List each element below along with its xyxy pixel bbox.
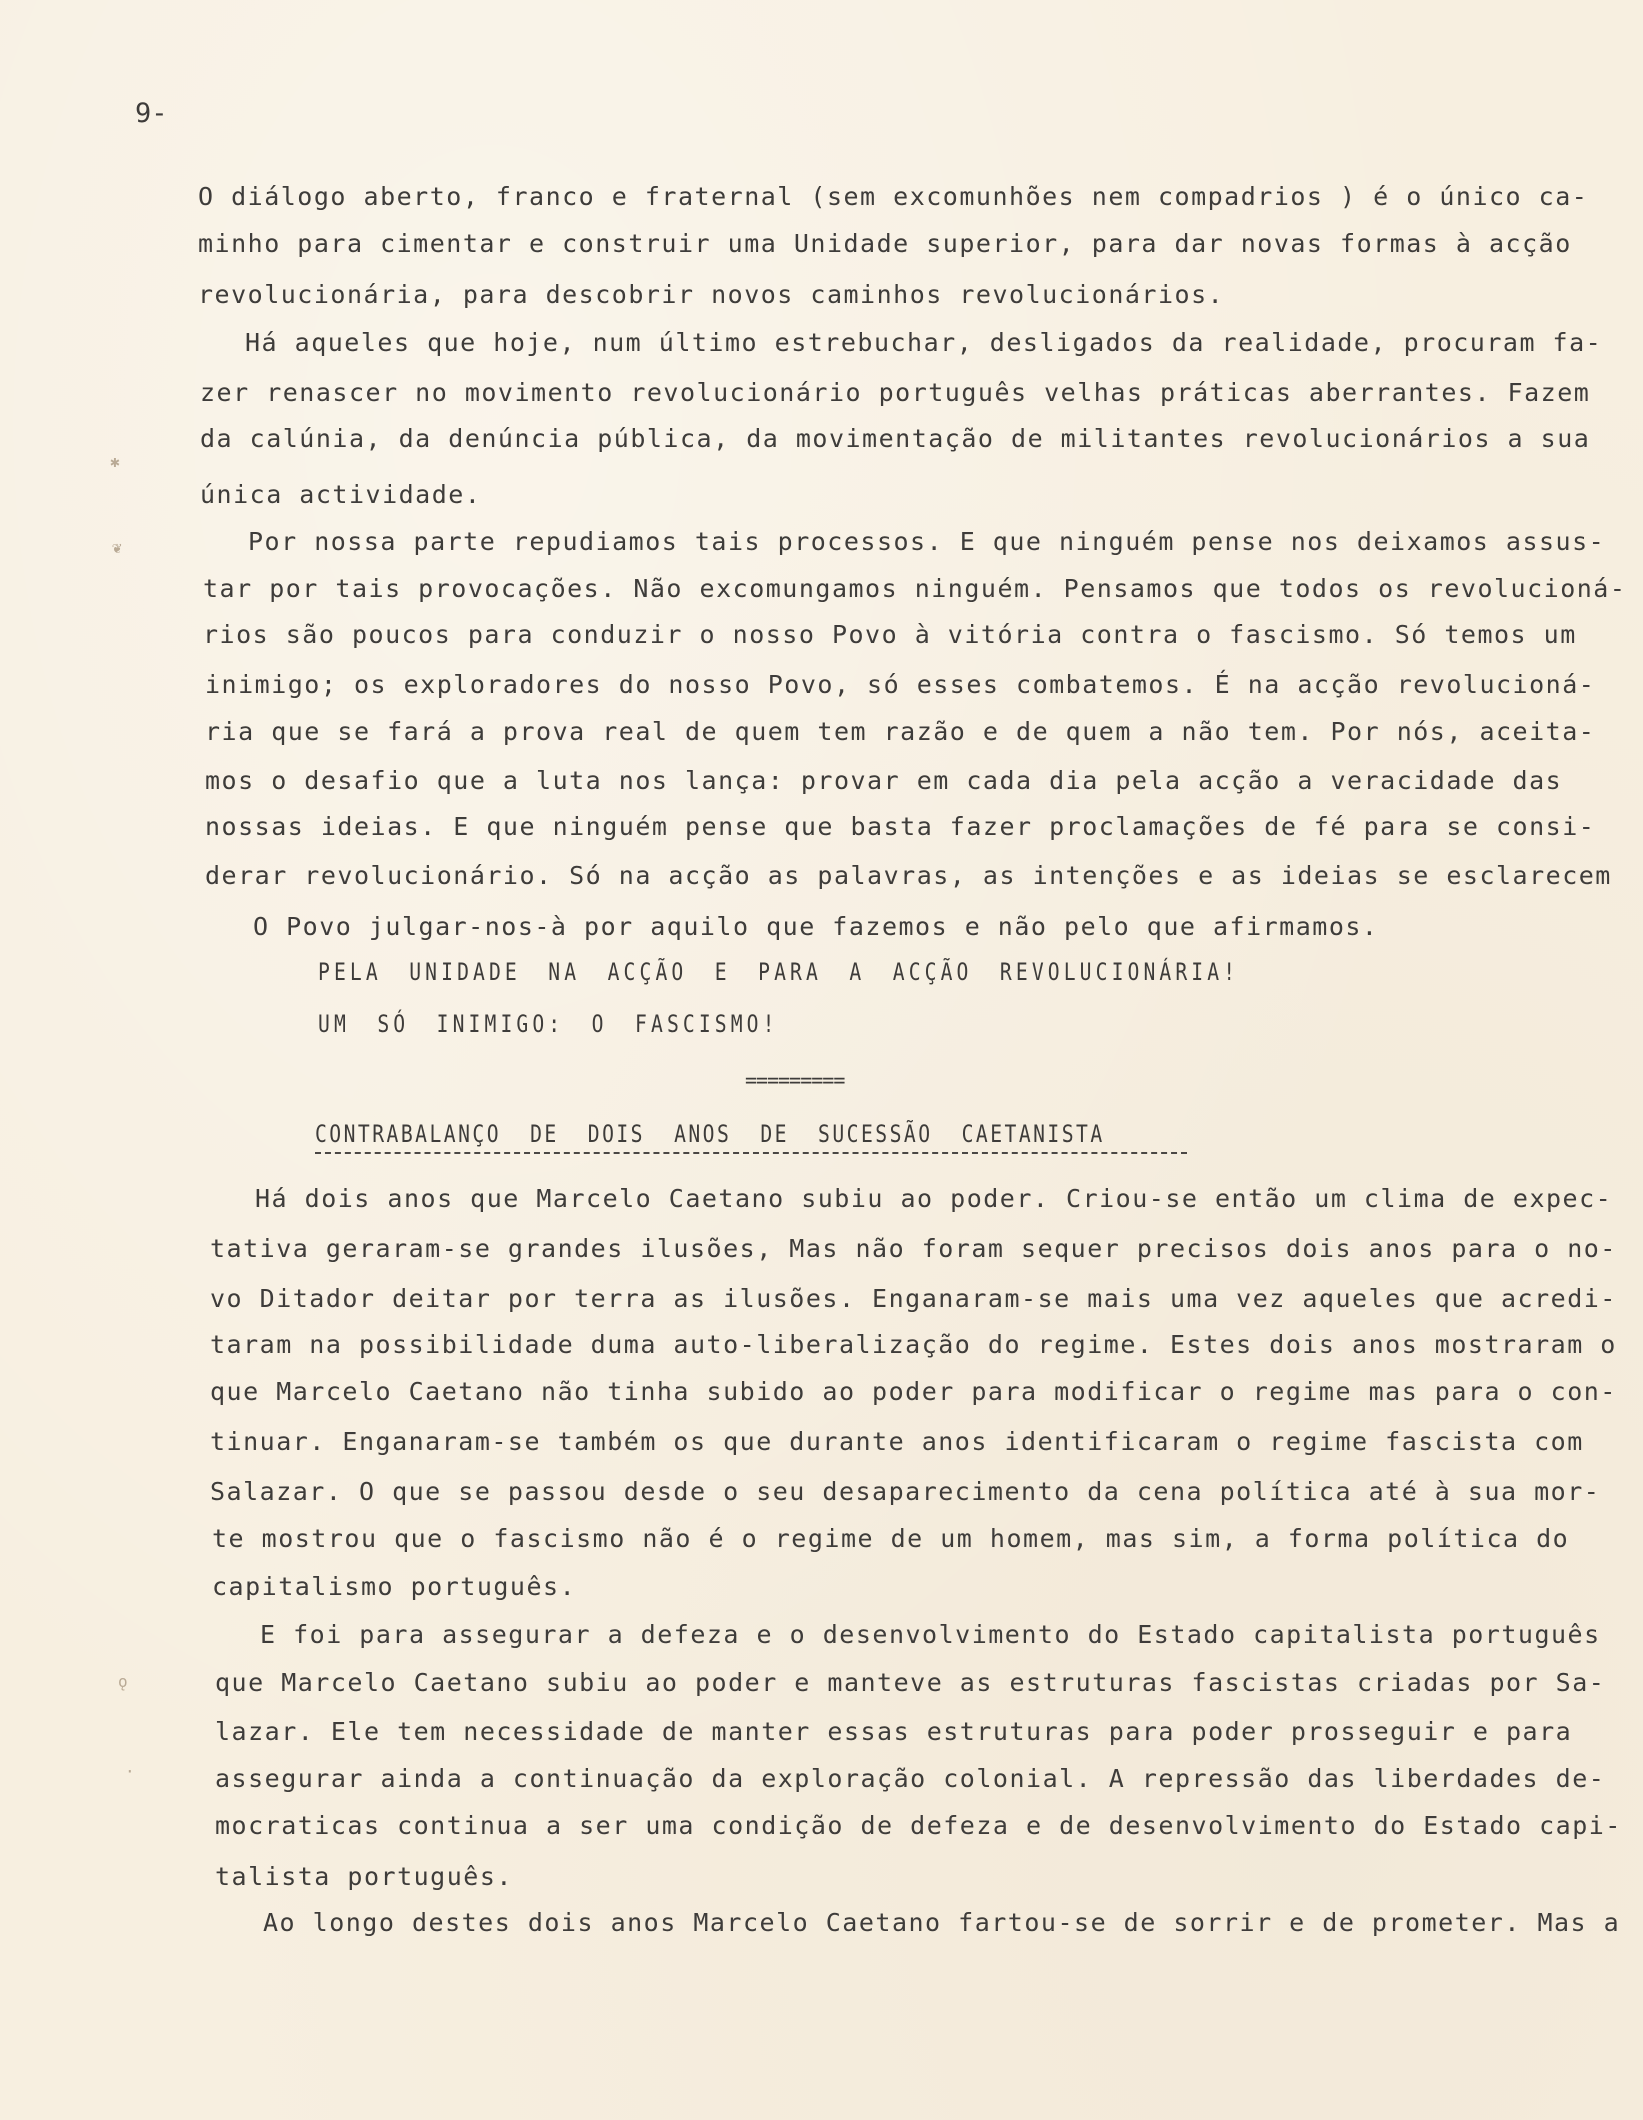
paragraph-2-line-4: única actividade. bbox=[200, 480, 482, 509]
paragraph-4-line-2: tativa geraram-se grandes ilusões, Mas não foram sequer precisos dois anos para o no- bbox=[210, 1234, 1617, 1263]
paragraph-4-line-6: tinuar. Enganaram-se também os que durante anos identificaram o regime fascista com bbox=[210, 1427, 1584, 1456]
paragraph-5-line-3: lazar. Ele tem necessidade de manter essas estruturas para poder prosseguir e para bbox=[215, 1717, 1573, 1746]
paragraph-4-line-1: Há dois anos que Marcelo Caetano subiu ao poder. Criou-se então um clima de expec- bbox=[255, 1184, 1613, 1213]
paragraph-3-line-9: O Povo julgar-nos-à por aquilo que fazemos e não pelo que afirmamos. bbox=[253, 912, 1379, 941]
paragraph-1-line-2: minho para cimentar e construir uma Unidade superior, para dar novas formas à acção bbox=[198, 229, 1572, 258]
paragraph-4-line-4: taram na possibilidade duma auto-liberalização do regime. Estes dois anos mostraram o bbox=[210, 1330, 1617, 1359]
paragraph-4-line-5: que Marcelo Caetano não tinha subido ao poder para modificar o regime mas para o con- bbox=[210, 1377, 1617, 1406]
paper-speck: ✱ bbox=[110, 452, 120, 471]
paragraph-3-line-8: derar revolucionário. Só na acção as palavras, as intenções e as ideias se esclarecem bbox=[205, 861, 1612, 890]
paragraph-4-line-7: Salazar. O que se passou desde o seu desaparecimento da cena política até à sua mor- bbox=[210, 1477, 1601, 1506]
paragraph-5-line-1: E foi para assegurar a defeza e o desenvolvimento do Estado capitalista português bbox=[260, 1620, 1601, 1649]
paragraph-3-line-1: Por nossa parte repudiamos tais processos. E que ninguém pense nos deixamos assus- bbox=[248, 527, 1606, 556]
page-number: 9- bbox=[135, 98, 168, 129]
paper-speck: ǫ bbox=[118, 1672, 128, 1691]
paragraph-1-line-3: revolucionária, para descobrir novos caminhos revolucionários. bbox=[198, 280, 1225, 309]
paragraph-3-line-7: nossas ideias. E que ninguém pense que basta fazer proclamações de fé para se consi- bbox=[205, 812, 1596, 841]
paragraph-4-line-8: te mostrou que o fascismo não é o regime de um homem, mas sim, a forma política do bbox=[212, 1524, 1570, 1553]
slogan-enemy: UM SÓ INIMIGO: O FASCISMO! bbox=[318, 1010, 779, 1038]
paper-speck: · bbox=[125, 1762, 135, 1781]
section-heading: CONTRABALANÇO DE DOIS ANOS DE SUCESSÃO CAETANISTA bbox=[315, 1120, 1105, 1148]
paragraph-2-line-3: da calúnia, da denúncia pública, da movimentação de militantes revolucionários a sua bbox=[200, 424, 1591, 453]
paragraph-2-line-2: zer renascer no movimento revolucionário português velhas práticas aberrantes. Fazem bbox=[200, 378, 1591, 407]
paragraph-3-line-2: tar por tais provocações. Não excomungamos ninguém. Pensamos que todos os revolucioná- bbox=[203, 574, 1627, 603]
section-heading-underline bbox=[315, 1152, 1187, 1154]
paragraph-5-line-5: mocraticas continua a ser uma condição de defeza e de desenvolvimento do Estado capi- bbox=[215, 1811, 1622, 1840]
paragraph-2-line-1: Há aqueles que hoje, num último estrebuchar, desligados da realidade, procuram fa- bbox=[245, 328, 1603, 357]
paragraph-5-line-2: que Marcelo Caetano subiu ao poder e manteve as estruturas fascistas criadas por Sa- bbox=[215, 1668, 1606, 1697]
paper-speck: ❦ bbox=[112, 538, 122, 557]
paragraph-5-line-6: talista português. bbox=[215, 1862, 513, 1891]
paragraph-5-line-4: assegurar ainda a continuação da exploração colonial. A repressão das liberdades de- bbox=[215, 1764, 1606, 1793]
paragraph-6-line-1: Ao longo destes dois anos Marcelo Caetano fartou-se de sorrir e de prometer. Mas a bbox=[263, 1908, 1621, 1937]
paragraph-3-line-3: rios são poucos para conduzir o nosso Povo à vitória contra o fascismo. Só temos um bbox=[203, 620, 1577, 649]
paragraph-1-line-1: O diálogo aberto, franco e fraternal (sem excomunhões nem compadrios ) é o único ca- bbox=[198, 182, 1589, 211]
section-divider: ========= bbox=[745, 1068, 845, 1092]
paragraph-3-line-5: ria que se fará a prova real de quem tem razão e de quem a não tem. Por nós, aceita- bbox=[205, 717, 1596, 746]
paragraph-4-line-3: vo Ditador deitar por terra as ilusões. Enganaram-se mais uma vez aqueles que acredi- bbox=[210, 1284, 1617, 1313]
paragraph-4-line-9: capitalismo português. bbox=[212, 1572, 577, 1601]
paragraph-3-line-6: mos o desafio que a luta nos lança: provar em cada dia pela acção a veracidade das bbox=[205, 766, 1563, 795]
paragraph-3-line-4: inimigo; os exploradores do nosso Povo, só esses combatemos. É na acção revolucioná- bbox=[205, 670, 1596, 699]
slogan-unity: PELA UNIDADE NA ACÇÃO E PARA A ACÇÃO REVOLUCIONÁRIA! bbox=[318, 958, 1240, 986]
